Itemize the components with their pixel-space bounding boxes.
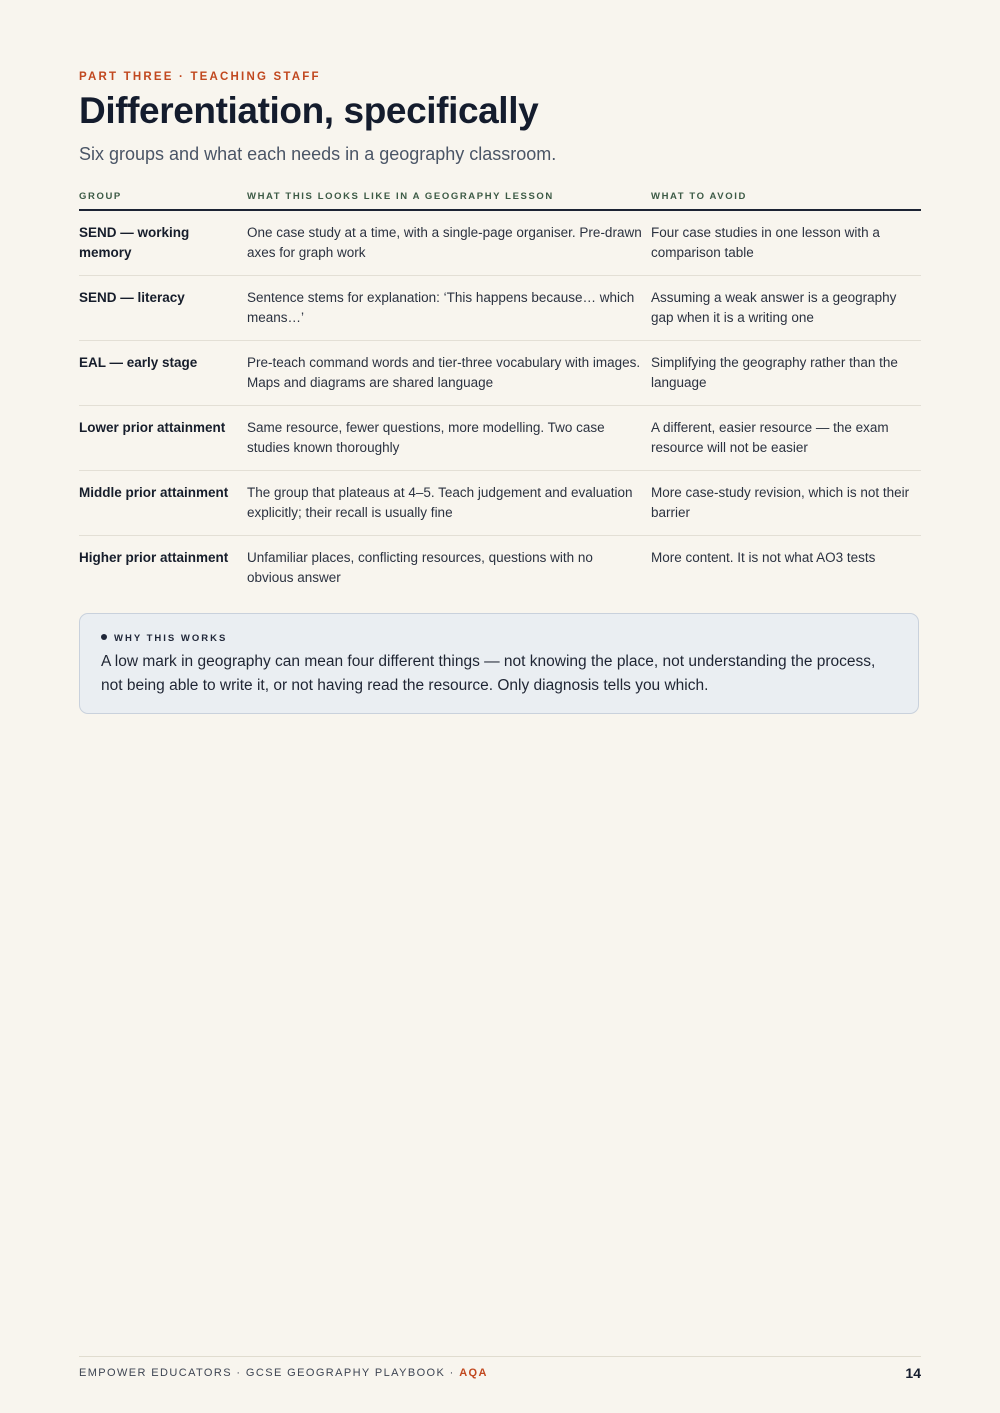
callout-label: WHY THIS WORKS <box>114 633 228 644</box>
looks-like-cell: Unfamiliar places, conflicting resources, questions with no obvious answer <box>247 550 593 585</box>
avoid-cell: Simplifying the geography rather than the language <box>651 355 898 390</box>
looks-like-cell: Pre-teach command words and tier-three vocabulary with images. Maps and diagrams are shared language <box>247 355 641 390</box>
table-row <box>79 276 921 341</box>
looks-like-cell: Sentence stems for explanation: ‘This happens because… which means…’ <box>247 290 635 325</box>
group-cell: Lower prior attainment <box>79 420 226 435</box>
group-cell: SEND — working memory <box>79 225 190 260</box>
group-cell: Higher prior attainment <box>79 550 229 565</box>
column-header-looks-like: WHAT THIS LOOKS LIKE IN A GEOGRAPHY LESSON <box>247 191 554 202</box>
footer-publication <box>79 1367 488 1379</box>
table-row <box>79 341 921 406</box>
page-number: 14 <box>905 1365 921 1381</box>
avoid-cell: More case-study revision, which is not their barrier <box>651 485 910 520</box>
looks-like-cell: Same resource, fewer questions, more modelling. Two case studies known thoroughly <box>247 420 605 455</box>
table-row <box>79 211 921 276</box>
avoid-cell: More content. It is not what AO3 tests <box>651 550 876 565</box>
group-cell: EAL — early stage <box>79 355 198 370</box>
table-row <box>79 406 921 471</box>
bullet-dot-icon <box>101 634 107 640</box>
page-subtitle: Six groups and what each needs in a geography classroom. <box>79 144 557 164</box>
table-header <box>79 188 921 211</box>
table-row <box>79 471 921 536</box>
footer-brand: AQA <box>459 1367 488 1379</box>
footer-divider <box>79 1356 921 1357</box>
page-title: Differentiation, specifically <box>79 90 539 131</box>
column-header-avoid: WHAT TO AVOID <box>651 191 747 202</box>
looks-like-cell: One case study at a time, with a single-page organiser. Pre-drawn axes for graph work <box>247 225 642 260</box>
why-this-works-callout <box>79 613 919 714</box>
footer-text: EMPOWER EDUCATORS · GCSE GEOGRAPHY PLAYBOOK · <box>79 1367 460 1379</box>
looks-like-cell: The group that plateaus at 4–5. Teach judgement and evaluation explicitly; their recall is usually fine <box>247 485 633 520</box>
section-kicker: PART THREE · TEACHING STAFF <box>79 71 321 83</box>
avoid-cell: A different, easier resource — the exam resource will not be easier <box>651 420 889 455</box>
differentiation-table <box>79 188 921 600</box>
group-cell: Middle prior attainment <box>79 485 229 500</box>
group-cell: SEND — literacy <box>79 290 185 305</box>
callout-label-row <box>101 633 227 644</box>
avoid-cell: Assuming a weak answer is a geography gap when it is a writing one <box>651 290 897 325</box>
column-header-group: GROUP <box>79 191 122 202</box>
avoid-cell: Four case studies in one lesson with a comparison table <box>651 225 880 260</box>
table-row <box>79 536 921 600</box>
callout-text: A low mark in geography can mean four different things — not knowing the place, not understanding the process, not being able to write it, or not having read the resource. Only diagnosis tells you which. <box>101 653 876 694</box>
